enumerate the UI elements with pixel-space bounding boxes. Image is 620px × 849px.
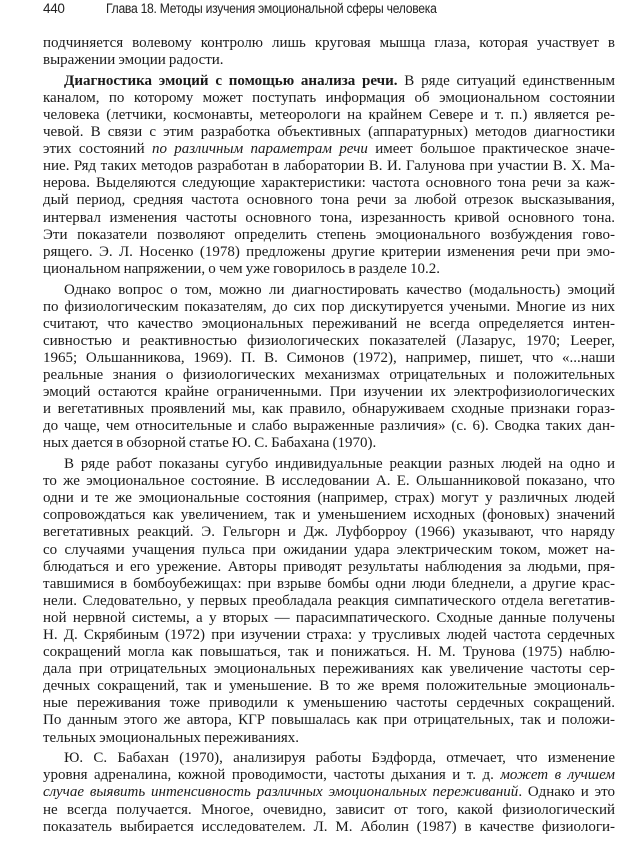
paragraph: [43, 750, 615, 835]
text-line: [43, 141, 615, 158]
text-line: [43, 367, 615, 384]
text-run: ние. Ряд таких методов разработан в лаборатории В. И. Галунова при участии В. Х. Ма-: [43, 158, 615, 175]
text-line: [43, 490, 615, 507]
text-run: По данным этого же автора, КГР повышалась как при отрицательных, так и положи-: [43, 712, 615, 729]
text-run: Эти показатели позволяют определить степень эмоционального возбуждения гово-: [43, 226, 615, 243]
text-line: [43, 90, 615, 107]
text-run: Однако вопрос о том, можно ли диагностировать качество (модальность) эмоций: [64, 281, 615, 298]
text-run: реальные знания о физиологических механизмах отрицательных и положительных: [43, 366, 615, 383]
text-run: чевой. В связи с этим разработка объективных (аппаратурных) методов диагностики: [43, 124, 615, 141]
text-line: [43, 456, 615, 473]
text-line: [43, 678, 615, 695]
text-run: В ряде ситуаций единственным: [397, 72, 616, 89]
bold-run: Диагностика эмоций с помощью анализа речи.: [64, 72, 398, 89]
text-line: [43, 542, 615, 559]
text-line: [43, 661, 615, 678]
text-line: [43, 401, 615, 418]
text-line: [43, 559, 615, 576]
text-line: [43, 282, 615, 299]
text-line: [43, 175, 615, 192]
text-run: дый период, средняя частота основного тона речи за любой отрезок высказывания,: [43, 192, 615, 209]
text-line: [43, 418, 615, 435]
text-line: [43, 644, 615, 661]
text-line: [43, 593, 615, 610]
text-run: выражении эмоции радости.: [43, 52, 224, 69]
text-run: и вегетативных проявлений мы, как правило, обнаруживаем сходные признаки гораз-: [43, 401, 615, 418]
text-line: [43, 695, 615, 712]
text-run: считают, что качество эмоциональных переживаний не всегда определяется интен-: [43, 315, 615, 332]
text-line: [43, 767, 615, 784]
text-line: [43, 107, 615, 124]
text-line: [43, 73, 615, 90]
text-run: сопровождаться как увеличением, так и уменьшением исходных (фоновых) значений: [43, 507, 615, 524]
text-run: имеет большое практическое значе-: [367, 141, 615, 158]
text-run: показатель выбирается исследователем. Л. М. Аболин (1987) в качестве физиологи-: [43, 818, 615, 835]
text-line: [43, 576, 615, 593]
text-run: ные переживания тоже приводили к уменьшению частоты сердечных сокращений.: [43, 695, 615, 712]
text-line: [43, 210, 615, 227]
text-line: [43, 299, 615, 316]
text-run: этих состояний: [43, 141, 152, 158]
text-line: [43, 124, 615, 141]
text-line: [43, 610, 615, 627]
text-line: [43, 316, 615, 333]
text-run: тавшимися в бомбоубежищах: при взрыве бомбы одни люди бледнели, а другие крас-: [43, 575, 615, 592]
text-run: . Однако и это: [518, 784, 615, 801]
text-run: уровня адреналина, кожной проводимости, частоты дыхания и т. д.: [43, 767, 501, 784]
paragraph: [43, 73, 615, 278]
italic-run: случае выявить интенсивность различных эмоциональных переживаний: [43, 784, 519, 801]
text-run: не всегда получается. Многое, очевидно, зависит от того, какой физиологический: [43, 801, 615, 818]
text-run: до чаще, чем относительные и слабо выраженные различия» (с. 6). Сводка таких дан-: [43, 418, 615, 435]
text-line: [43, 435, 615, 452]
text-line: [43, 819, 615, 836]
text-line: [43, 192, 615, 209]
text-run: одни и те же эмоциональные состояния (например, страх) могут у различных людей: [43, 490, 615, 507]
paragraph: [43, 456, 615, 747]
text-run: Н. Д. Скрябиным (1972) при изучении страха: у трусливых людей частота сердечных: [43, 626, 615, 643]
text-run: В ряде работ показаны сугубо индивидуальные реакции разных людей на одно и: [64, 456, 615, 473]
text-line: [43, 524, 615, 541]
text-line: [43, 473, 615, 490]
text-run: Ю. С. Бабахан (1970), анализируя работы Бэдфорда, отмечает, что изменение: [64, 750, 615, 767]
paragraph: [43, 282, 615, 453]
text-line: [43, 730, 615, 747]
text-line: [43, 784, 615, 801]
text-line: [43, 158, 615, 175]
text-line: [43, 261, 615, 278]
text-line: [43, 244, 615, 261]
text-run: сивностью и реактивностью физиологических показателей (Лазарус, 1970; Leeper,: [43, 332, 615, 349]
text-run: по физиологическим показателям, до сих пор дискутируется учеными. Многие из них: [43, 298, 615, 315]
text-run: дала при отрицательных эмоциональных переживаниях как увеличение частоты сер-: [43, 661, 615, 678]
italic-run: по различным параметрам речи: [151, 141, 368, 158]
italic-run: может в лучшем: [500, 767, 615, 784]
text-line: [43, 35, 615, 52]
text-run: то же эмоциональное состояние. В исследовании А. Е. Ольшанниковой показано, что: [43, 473, 615, 490]
text-run: тельных эмоциональных переживаниях.: [43, 729, 300, 746]
text-line: [43, 627, 615, 644]
text-run: интервал изменения частоты основного тона, изрезанность кривой основного тона.: [43, 209, 615, 226]
paragraph: [43, 35, 615, 69]
text-run: циональном напряжении, о чем уже говорилось в разделе 10.2.: [43, 260, 440, 277]
text-run: сокращений могла как повышаться, так и понижаться. Н. М. Трунова (1975) наблю-: [43, 644, 615, 661]
text-line: [43, 52, 615, 69]
text-line: [43, 384, 615, 401]
page-number: 440: [43, 1, 65, 16]
text-line: [43, 507, 615, 524]
text-run: 1965; Ольшанникова, 1969). П. В. Симонов (1972), например, пишет, что «...наши: [43, 349, 615, 366]
text-run: блюдаться и его урежение. Авторы приводят результаты наблюдения за людьми, пря-: [43, 558, 615, 575]
text-run: нели. Следовательно, у первых преобладала реакция симпатического отдела вегетатив-: [43, 592, 615, 609]
text-line: [43, 802, 615, 819]
text-run: вегетативных реакций. Э. Гельгорн и Дж. Луфборроу (1966) указывают, что наряду: [43, 524, 615, 541]
text-line: [43, 712, 615, 729]
text-run: нерова. Выделяются следующие характеристики: частота основного тона речи за каж-: [43, 175, 615, 192]
text-run: ных дается в обзорной статье Ю. С. Бабахана (1970).: [43, 435, 377, 452]
chapter-title: Глава 18. Методы изучения эмоциональной сферы человека: [106, 1, 437, 16]
text-run: со случаями учащения пульса при ожидании удара электрическим током, может на-: [43, 541, 615, 558]
text-line: [43, 350, 615, 367]
text-line: [43, 750, 615, 767]
text-run: эмоций остаются крайне ограниченными. При изучении их электрофизиологических: [43, 384, 615, 401]
text-line: [43, 333, 615, 350]
page-body: [43, 35, 615, 839]
text-run: человека (летчики, космонавты, метеорологи на крайнем Севере и т. п.) является ре-: [43, 106, 615, 123]
text-line: [43, 227, 615, 244]
text-run: рящего. Э. Л. Носенко (1978) предложены другие критерии изменения речи при эмо-: [43, 243, 615, 260]
text-run: ной нервной системы, а у вторых — парасимпатического. Сходные данные получены: [43, 609, 615, 626]
text-run: подчиняется волевому контролю лишь круговая мышца глаза, которая участвует в: [43, 35, 615, 51]
text-run: каналом, по которому может поступать информация об эмоциональном состоянии: [43, 89, 615, 106]
text-run: дечных сокращений, так и уменьшение. В то же время положительные эмоциональ-: [43, 678, 615, 695]
